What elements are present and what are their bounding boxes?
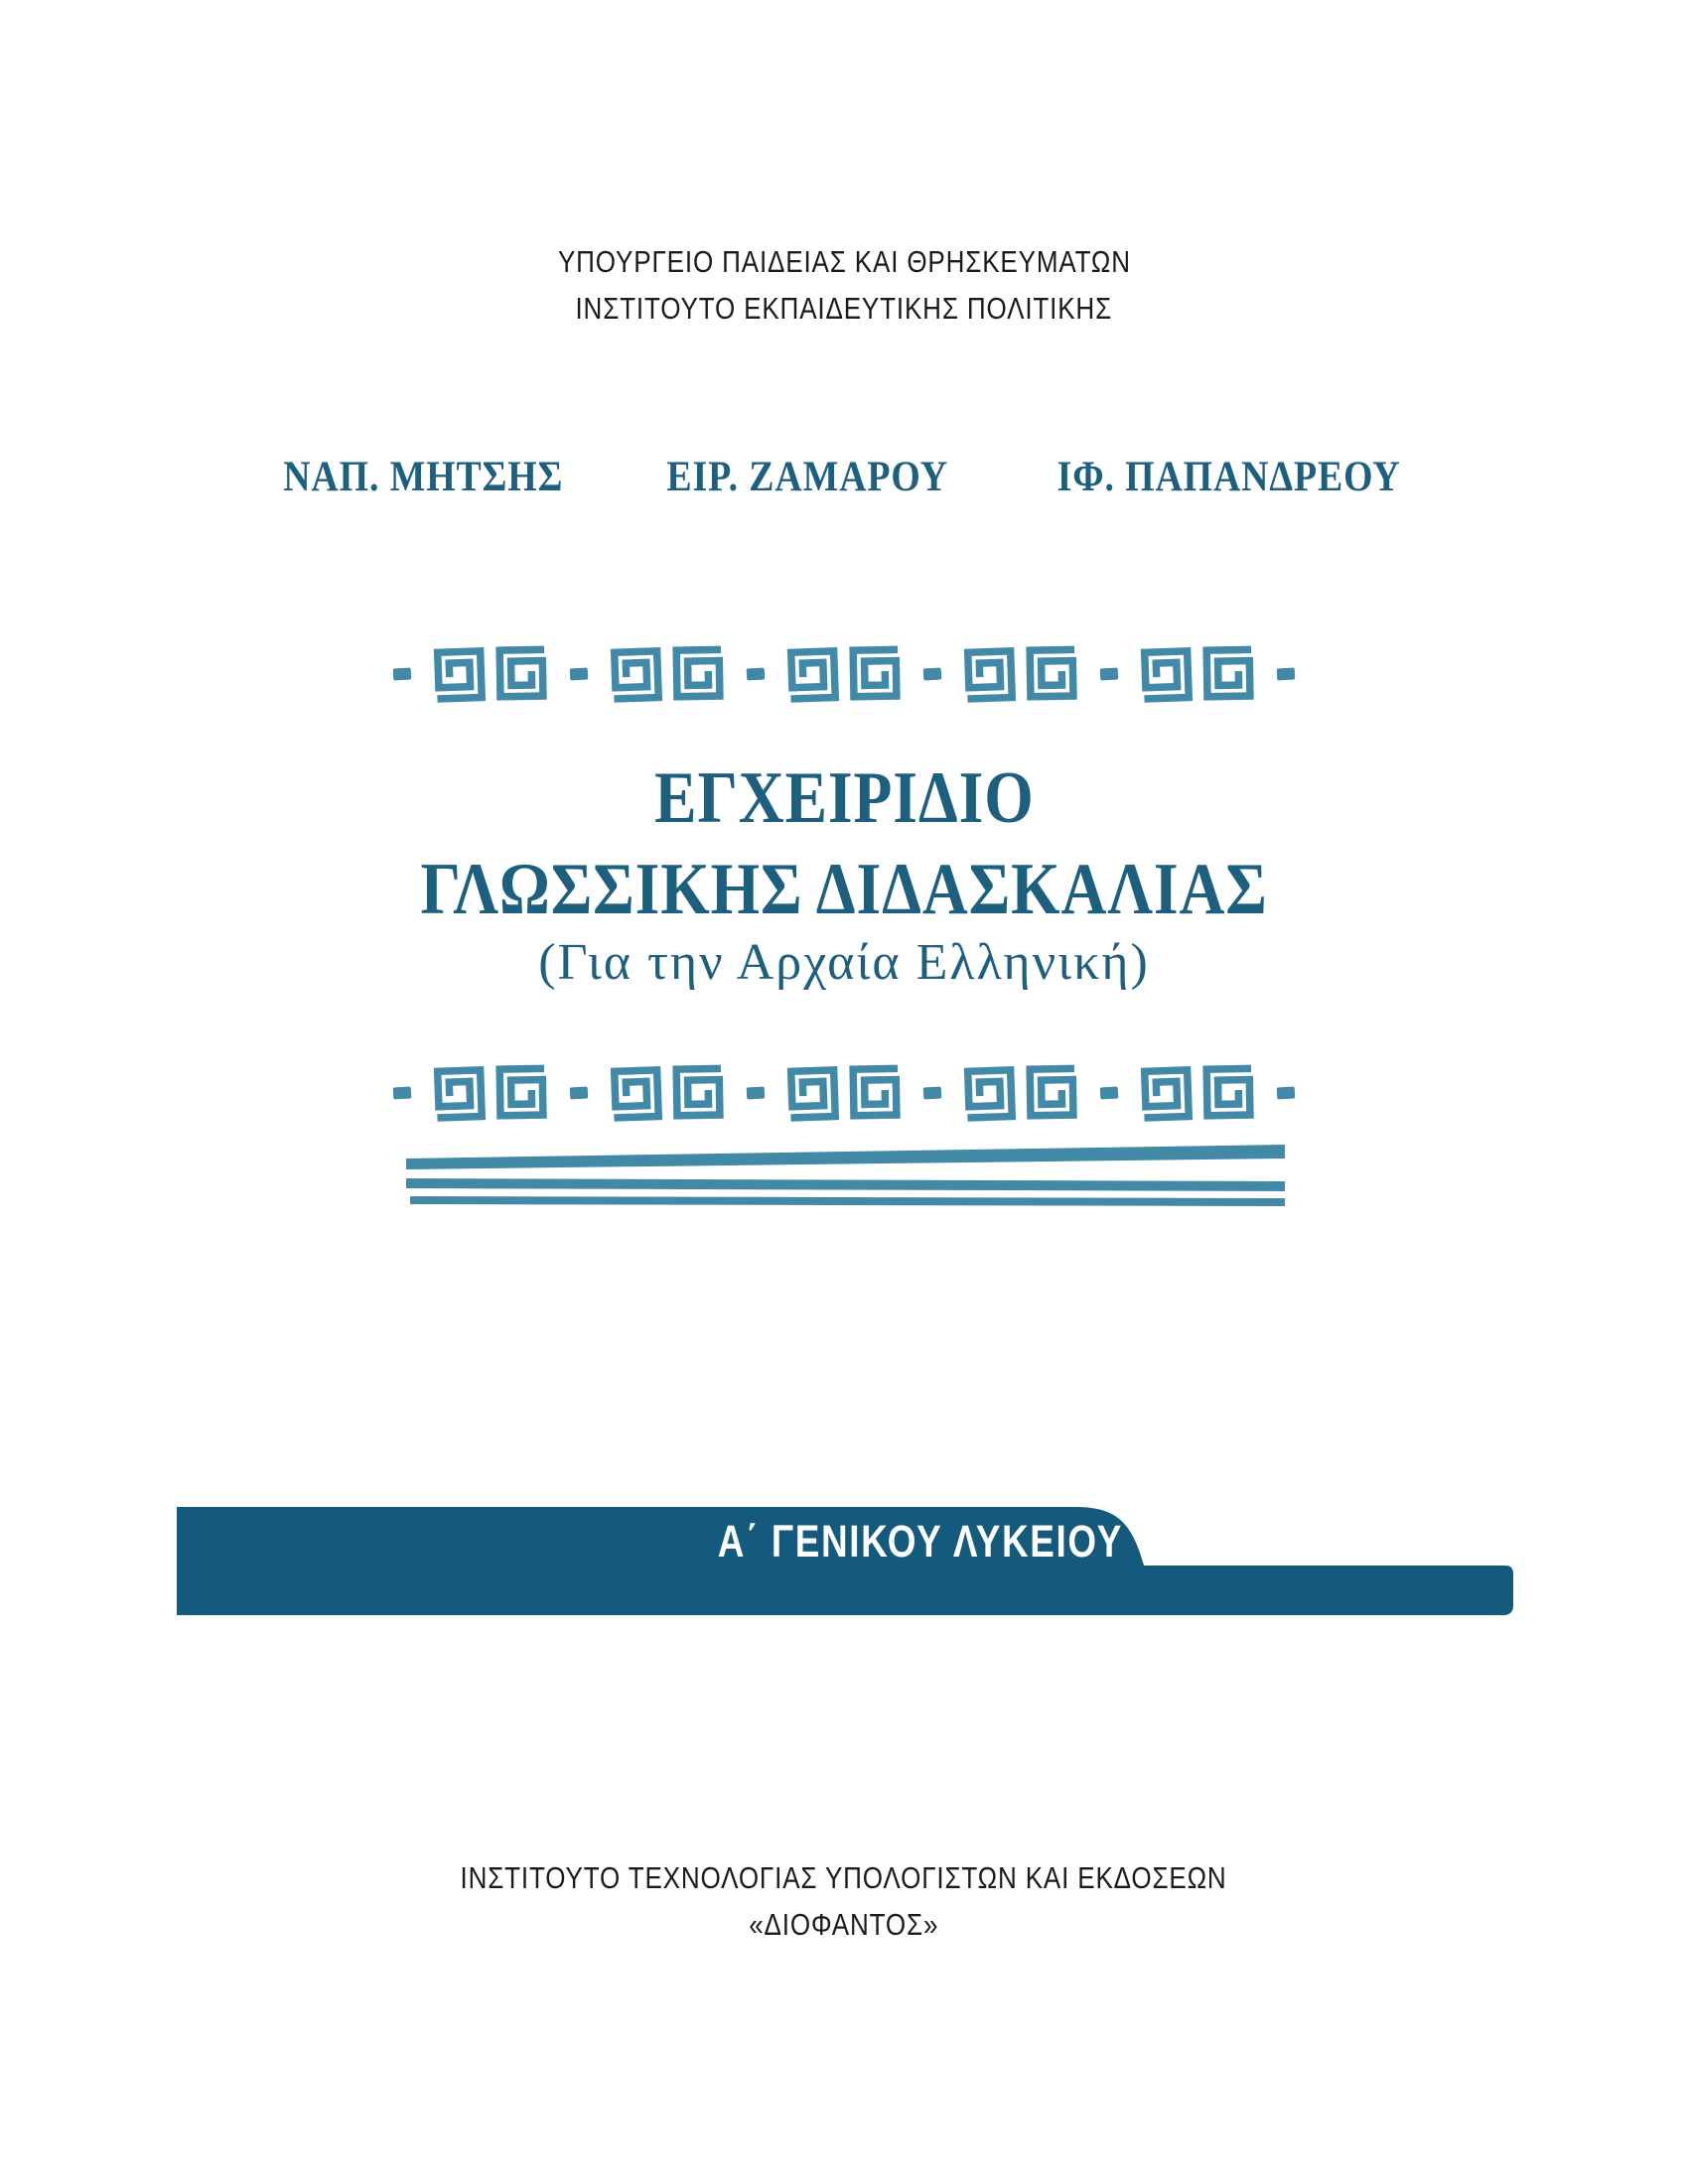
publisher-footer [0,1854,1688,1948]
triple-rule-ornament [406,1142,1285,1209]
meander-dash-icon [923,1087,942,1100]
meander-pair [1138,646,1257,702]
book-title-line1: ΕΓΧΕΙΡΙΔΙΟ [653,757,1035,839]
meander-dash-icon [747,668,766,681]
greek-key-spiral-icon [494,646,551,703]
meander-dash-icon [1277,1087,1296,1100]
meander-dash-icon [1277,668,1296,681]
greek-key-spiral-icon [671,1065,728,1122]
book-subtitle: (Για την Αρχαία Ελληνική) [538,934,1150,991]
meander-dash-icon [393,1087,412,1100]
greek-key-spiral-icon [1137,1064,1195,1122]
meander-pair [1138,1065,1257,1121]
grade-banner-label: Α΄ ΓΕΝΙΚΟΥ ΛΥΚΕΙΟΥ [717,1516,1124,1567]
book-title-line2: ΓΛΩΣΣΙΚΗΣ ΔΙΔΑΣΚΑΛΙΑΣ [420,849,1268,930]
greek-key-spiral-icon [430,1064,488,1122]
ministry-header [0,238,1688,332]
greek-key-spiral-icon [1201,646,1258,703]
greek-key-spiral-icon [607,1064,664,1122]
authors-row [0,453,1688,501]
meander-dash-icon [1100,668,1119,681]
greek-key-spiral-icon [783,645,841,703]
meander-border-top [393,645,1295,703]
greek-key-spiral-icon [848,1065,905,1122]
meander-dash-icon [570,668,589,681]
grade-banner [177,1507,1516,1616]
greek-key-spiral-icon [960,645,1018,703]
meander-border-bottom [393,1064,1295,1122]
author-name: ΕΙΡ. ΖΑΜΑΡΟΥ [666,454,949,500]
meander-dash-icon [923,668,942,681]
meander-pair [784,646,904,702]
greek-key-spiral-icon [1025,1065,1081,1122]
greek-key-spiral-icon [960,1064,1018,1122]
book-title [0,752,1688,935]
author-name: ΝΑΠ. ΜΗΤΣΗΣ [283,454,564,500]
greek-key-spiral-icon [671,646,728,703]
meander-pair [431,1065,550,1121]
ministry-line: ΥΠΟΥΡΓΕΙΟ ΠΑΙΔΕΙΑΣ ΚΑΙ ΘΡΗΣΚΕΥΜΑΤΩΝ [557,244,1131,279]
greek-key-spiral-icon [430,645,488,703]
meander-dash-icon [1100,1087,1119,1100]
greek-key-spiral-icon [848,646,905,703]
greek-key-spiral-icon [783,1064,841,1122]
meander-pair [431,646,550,702]
institute-line: ΙΝΣΤΙΤΟΥΤΟ ΕΚΠΑΙΔΕΥΤΙΚΗΣ ΠΟΛΙΤΙΚΗΣ [575,291,1113,326]
author-name: ΙΦ. ΠΑΠΑΝΔΡΕΟΥ [1056,454,1401,500]
meander-dash-icon [393,668,412,681]
meander-pair [961,1065,1080,1121]
meander-dash-icon [570,1087,589,1100]
meander-pair [608,1065,727,1121]
publisher-line: ΙΝΣΤΙΤΟΥΤΟ ΤΕΧΝΟΛΟΓΙΑΣ ΥΠΟΛΟΓΙΣΤΩΝ ΚΑΙ ΕΚΔΟΣΕΩΝ [460,1860,1228,1895]
publisher-name: «ΔΙΟΦΑΝΤΟΣ» [749,1907,939,1942]
greek-key-spiral-icon [1137,645,1195,703]
meander-pair [608,646,727,702]
greek-key-spiral-icon [607,645,664,703]
meander-pair [784,1065,904,1121]
greek-key-spiral-icon [1201,1065,1258,1122]
greek-key-spiral-icon [1025,646,1081,703]
greek-key-spiral-icon [494,1065,551,1122]
meander-dash-icon [747,1087,766,1100]
meander-pair [961,646,1080,702]
